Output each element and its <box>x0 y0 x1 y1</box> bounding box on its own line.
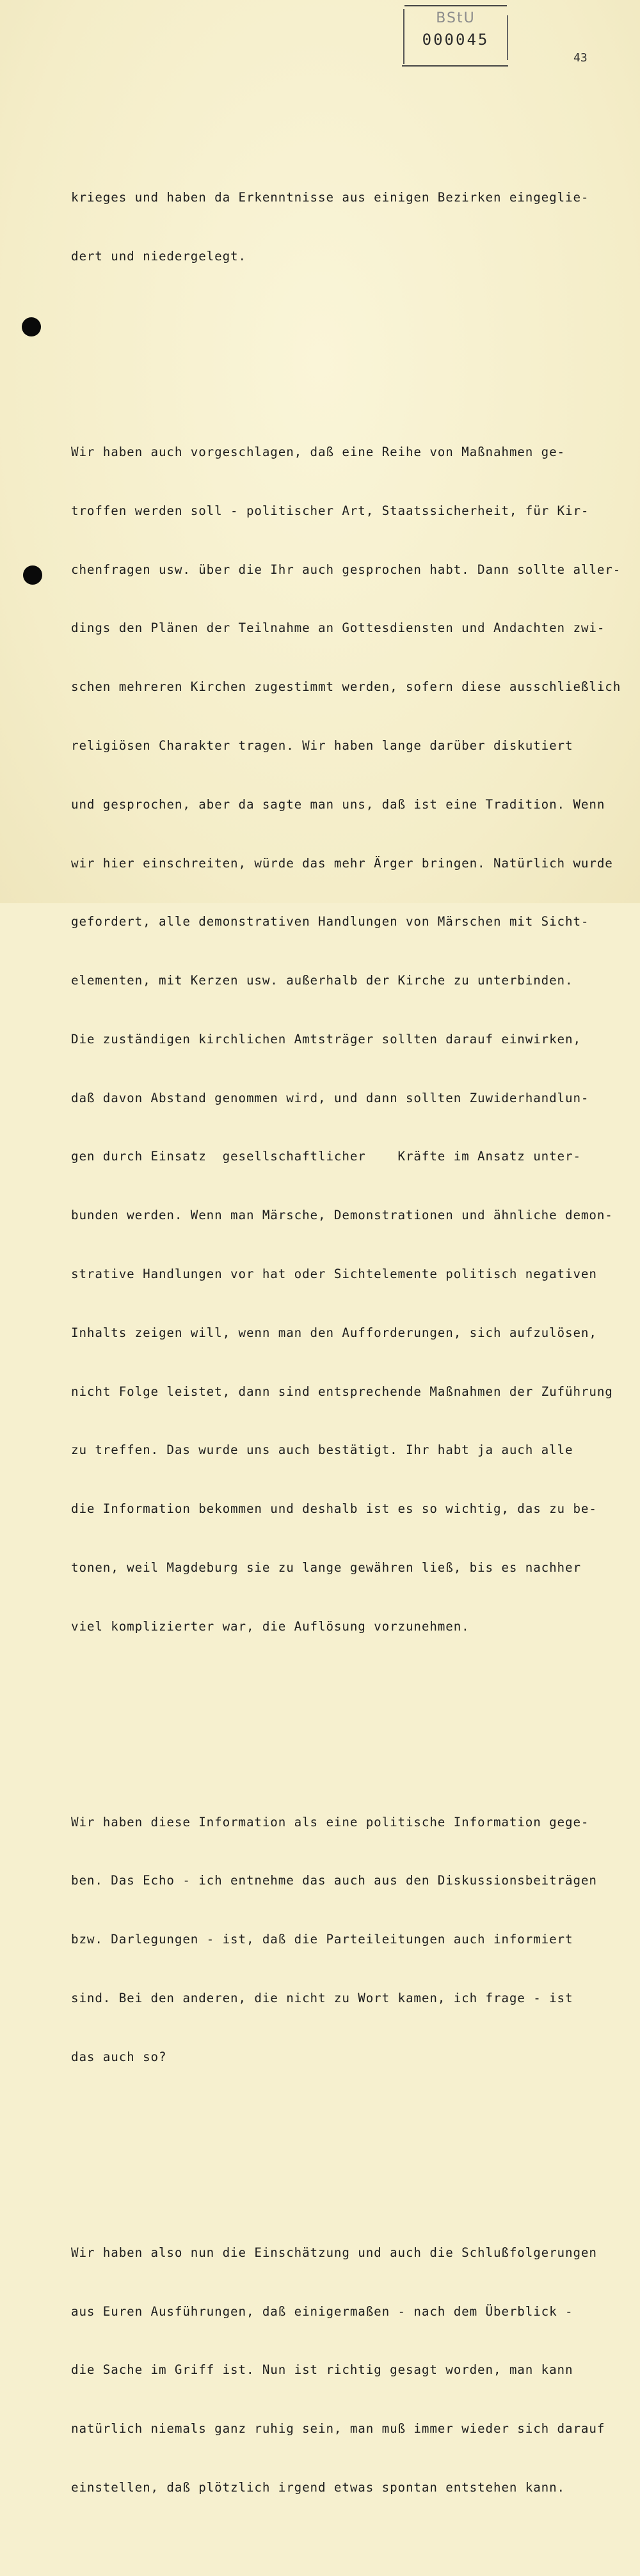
text-line: wir hier einschreiten, würde das mehr Ärger bringen. Natürlich wurde <box>71 855 613 871</box>
text-line: Wir haben diese Information als eine politische Information gege- <box>71 1814 589 1829</box>
paragraph-3 <box>71 1773 621 2106</box>
text-line: einstellen, daß plötzlich irgend etwas spontan entstehen kann. <box>71 2479 566 2495</box>
stamp-number: 000045 <box>422 31 490 49</box>
text-line: krieges und haben da Erkenntnisse aus einigen Bezirken eingeglie- <box>71 190 589 205</box>
punch-hole <box>23 565 42 585</box>
text-line: nicht Folge leistet, dann sind entsprechende Maßnahmen der Zuführung <box>71 1384 613 1399</box>
stamp-border-top <box>404 5 507 6</box>
text-line: die Sache im Griff ist. Nun ist richtig gesagt worden, man kann <box>71 2362 573 2378</box>
text-line: und gesprochen, aber da sagte man uns, daß ist eine Tradition. Wenn <box>71 796 605 812</box>
body-text <box>71 110 621 2576</box>
paragraph-1 <box>71 149 621 306</box>
stamp-border-bottom <box>402 65 508 67</box>
text-line: schen mehreren Kirchen zugestimmt werden, sofern diese ausschließlich <box>71 679 621 695</box>
text-line: Wir haben also nun die Einschätzung und auch die Schlußfolgerungen <box>71 2245 597 2260</box>
punch-hole <box>22 317 41 336</box>
text-line: Wir haben auch vorgeschlagen, daß eine Reihe von Maßnahmen ge- <box>71 445 566 460</box>
text-line: gen durch Einsatz gesellschaftlicher Kräfte im Ansatz unter- <box>71 1149 581 1164</box>
text-line: zu treffen. Das wurde uns auch bestätigt. Ihr habt ja auch alle <box>71 1442 573 1458</box>
paragraph-4 <box>71 2204 621 2537</box>
page-number: 43 <box>573 51 588 65</box>
text-line: elementen, mit Kerzen usw. außerhalb der Kirche zu unterbinden. <box>71 973 573 988</box>
text-line: Inhalts zeigen will, wenn man den Aufforderungen, sich aufzulösen, <box>71 1325 597 1340</box>
text-line: religiösen Charakter tragen. Wir haben lange darüber diskutiert <box>71 738 573 753</box>
text-line: natürlich niemals ganz ruhig sein, man muß immer wieder sich darauf <box>71 2421 605 2437</box>
text-line: chenfragen usw. über die Ihr auch gesprochen habt. Dann sollte aller- <box>71 562 621 577</box>
text-line: dert und niedergelegt. <box>71 249 246 264</box>
text-line: aus Euren Ausführungen, daß einigermaßen - nach dem Überblick - <box>71 2303 573 2319</box>
text-line: bunden werden. Wenn man Märsche, Demonstrationen und ähnliche demon- <box>71 1208 613 1223</box>
text-line: troffen werden soll - politischer Art, Staatssicherheit, für Kir- <box>71 503 589 518</box>
paragraph-2 <box>71 404 621 1676</box>
text-line: viel komplizierter war, die Auflösung vorzunehmen. <box>71 1618 470 1634</box>
text-line: ben. Das Echo - ich entnehme das auch aus den Diskussionsbeiträgen <box>71 1873 597 1888</box>
text-line: sind. Bei den anderen, die nicht zu Wort kamen, ich frage - ist <box>71 1991 573 2005</box>
text-line: strative Handlungen vor hat oder Sichtelemente politisch negativen <box>71 1267 597 1282</box>
archive-stamp <box>402 4 509 68</box>
text-line: das auch so? <box>71 2049 167 2064</box>
stamp-title: BStU <box>436 10 476 26</box>
text-line: dings den Plänen der Teilnahme an Gottesdiensten und Andachten zwi- <box>71 620 605 636</box>
text-line: die Information bekommen und deshalb ist es so wichtig, das zu be- <box>71 1501 597 1517</box>
text-line: tonen, weil Magdeburg sie zu lange gewähren ließ, bis es nachher <box>71 1560 581 1575</box>
text-line: gefordert, alle demonstrativen Handlungen von Märschen mit Sicht- <box>71 914 589 929</box>
text-line: bzw. Darlegungen - ist, daß die Parteileitungen auch informiert <box>71 1932 573 1947</box>
text-line: Die zuständigen kirchlichen Amtsträger sollten darauf einwirken, <box>71 1031 581 1047</box>
text-line: daß davon Abstand genommen wird, und dann sollten Zuwiderhandlun- <box>71 1090 589 1105</box>
